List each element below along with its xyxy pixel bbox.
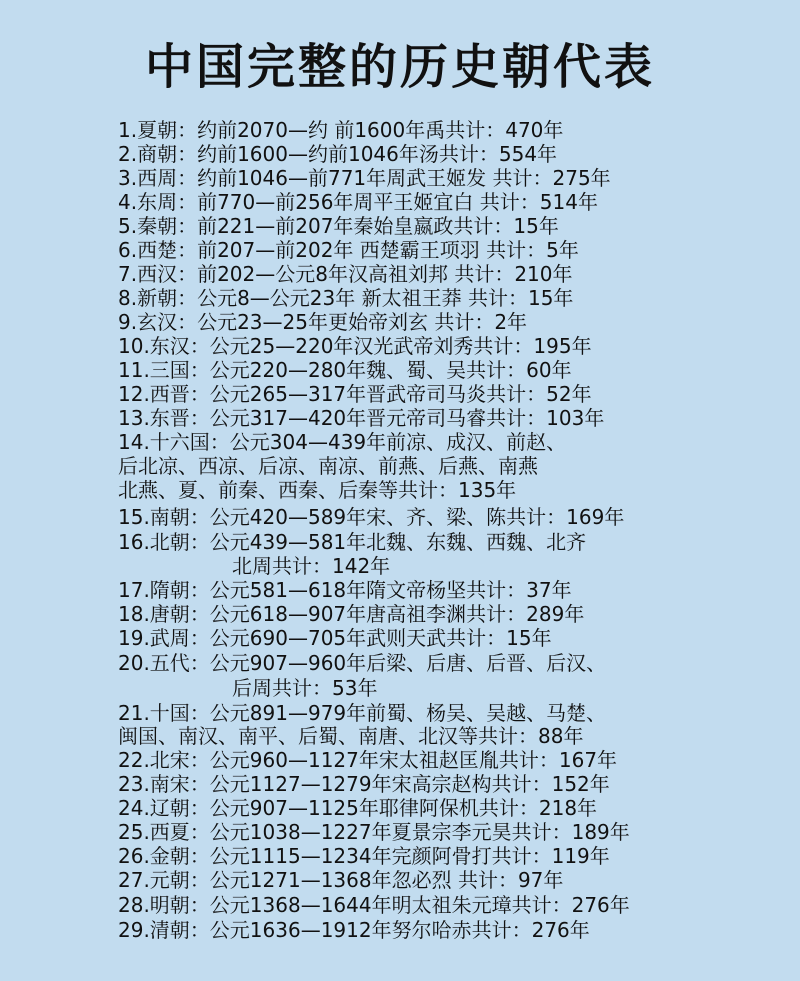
list-item: 25.西夏：公元1038—1227年夏景宗李元昊共计：189年	[118, 820, 630, 844]
list-item: 后北凉、西凉、后凉、南凉、前燕、后燕、南燕	[118, 454, 538, 478]
list-item: 14.十六国：公元304—439年前凉、成汉、前赵、	[118, 430, 567, 454]
list-item: 12.西晋：公元265—317年晋武帝司马炎共计：52年	[118, 382, 592, 406]
list-item: 北周共计：142年	[232, 554, 391, 578]
list-item: 后周共计：53年	[232, 676, 378, 700]
list-item: 3.西周：约前1046—前771年周武王姬发 共计：275年	[118, 166, 611, 190]
list-item: 闽国、南汉、南平、后蜀、南唐、北汉等共计：88年	[118, 724, 584, 748]
list-item: 1.夏朝：约前2070—约 前1600年禹共计：470年	[118, 118, 564, 142]
list-item: 26.金朝：公元1115—1234年完颜阿骨打共计：119年	[118, 844, 610, 868]
list-item: 21.十国：公元891—979年前蜀、杨吴、吴越、马楚、	[118, 701, 607, 725]
list-item: 8.新朝：公元8—公元23年 新太祖王莽 共计：15年	[118, 286, 574, 310]
list-item: 11.三国：公元220—280年魏、蜀、吴共计：60年	[118, 358, 572, 382]
page-title: 中国完整的历史朝代表	[144, 39, 655, 95]
list-item: 19.武周：公元690—705年武则天武共计：15年	[118, 626, 552, 650]
list-item: 4.东周：前770—前256年周平王姬宜白 共计：514年	[118, 190, 598, 214]
list-item: 20.五代：公元907—960年后梁、后唐、后晋、后汉、	[118, 651, 607, 675]
list-item: 16.北朝：公元439—581年北魏、东魏、西魏、北齐	[118, 530, 587, 554]
list-item: 北燕、夏、前秦、西秦、后秦等共计：135年	[118, 478, 517, 502]
list-item: 6.西楚：前207—前202年 西楚霸王项羽 共计：5年	[118, 238, 579, 262]
list-item: 28.明朝：公元1368—1644年明太祖朱元璋共计：276年	[118, 893, 630, 917]
list-item: 17.隋朝：公元581—618年隋文帝杨坚共计：37年	[118, 578, 572, 602]
list-item: 15.南朝：公元420—589年宋、齐、梁、陈共计：169年	[118, 505, 625, 529]
list-item: 7.西汉：前202—公元8年汉高祖刘邦 共计：210年	[118, 262, 573, 286]
list-item: 29.清朝：公元1636—1912年努尔哈赤共计：276年	[118, 918, 590, 942]
list-item: 22.北宋：公元960—1127年宋太祖赵匡胤共计：167年	[118, 748, 618, 772]
list-item: 2.商朝：约前1600—约前1046年汤共计：554年	[118, 142, 558, 166]
list-item: 13.东晋：公元317—420年晋元帝司马睿共计：103年	[118, 406, 605, 430]
list-item: 9.玄汉：公元23—25年更始帝刘玄 共计：2年	[118, 310, 528, 334]
list-item: 5.秦朝：前221—前207年秦始皇嬴政共计：15年	[118, 214, 559, 238]
list-item: 27.元朝：公元1271—1368年忽必烈 共计：97年	[118, 868, 564, 892]
list-item: 18.唐朝：公元618—907年唐高祖李渊共计：289年	[118, 602, 585, 626]
list-item: 23.南宋：公元1127—1279年宋高宗赵构共计：152年	[118, 772, 610, 796]
list-item: 24.辽朝：公元907—1125年耶律阿保机共计：218年	[118, 796, 598, 820]
list-item: 10.东汉：公元25—220年汉光武帝刘秀共计：195年	[118, 334, 592, 358]
